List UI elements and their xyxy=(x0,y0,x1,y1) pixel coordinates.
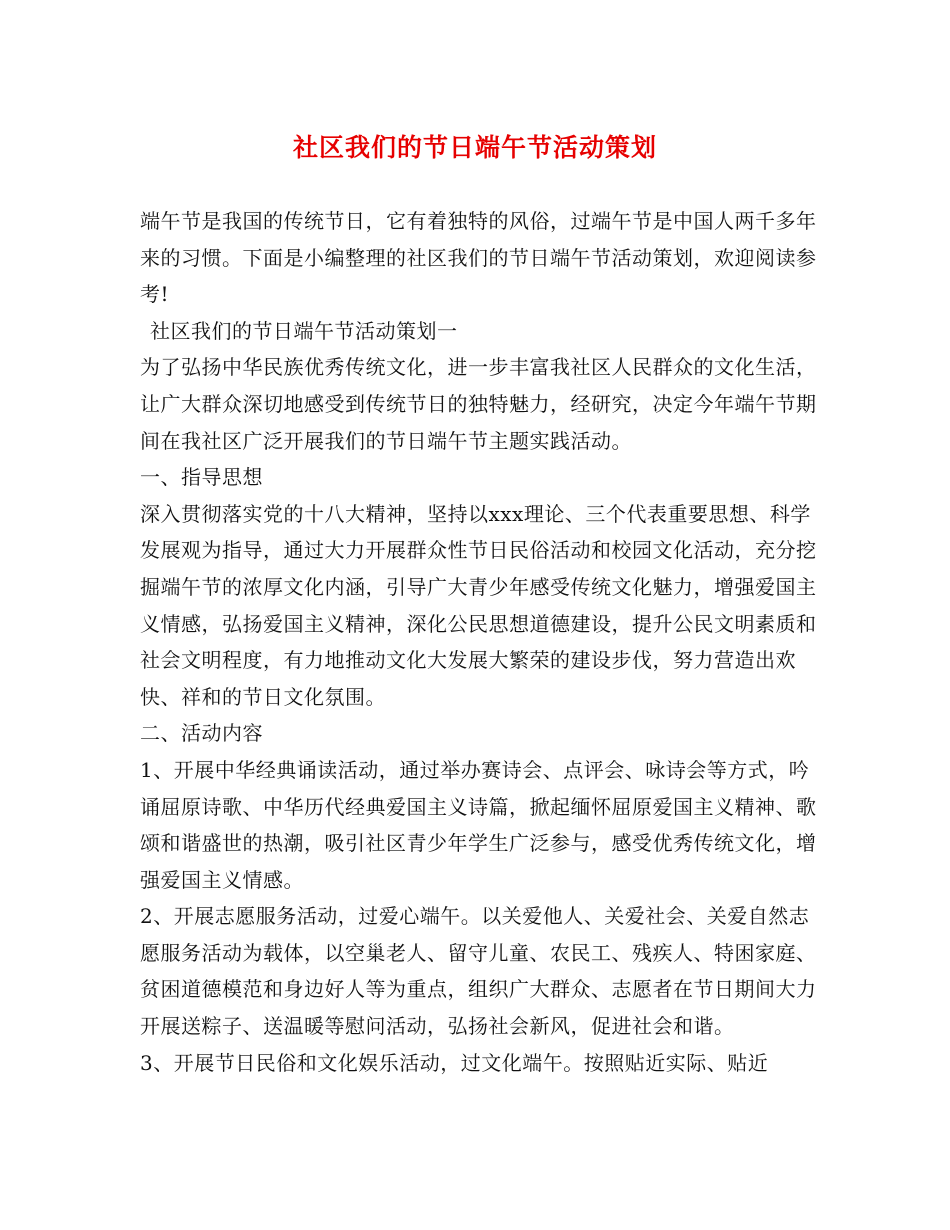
activity-item-3: 3、开展节日民俗和文化娱乐活动，过文化端午。按照贴近实际、贴近 xyxy=(140,1050,769,1075)
section-subtitle: 社区我们的节日端午节活动策划一 xyxy=(150,318,458,343)
purpose-paragraph: 为了弘扬中华民族优秀传统文化，进一步丰富我社区人民群众的文化生活，让广大群众深切地感受到传统节日的独特魅力，经研究，决定今年端午节期间在我社区广泛开展我们的节日端午节主题实践活动。 xyxy=(140,355,817,453)
document-body xyxy=(140,203,820,1081)
heading-activity-content: 二、活动内容 xyxy=(140,721,263,746)
activity-item-2: 2、开展志愿服务活动，过爱心端午。以关爱他人、关爱社会、关爱自然志愿服务活动为载体，以空巢老人、留守儿童、农民工、残疾人、特困家庭、贫困道德模范和身边好人等为重点，组织广大群众、志愿者在节日期间大力开展送粽子、送温暖等慰问活动，弘扬社会新风，促进社会和谐。 xyxy=(140,904,817,1039)
activity-item-1: 1、开展中华经典诵读活动，通过举办赛诗会、点评会、咏诗会等方式，吟诵屈原诗歌、中华历代经典爱国主义诗篇，掀起缅怀屈原爱国主义精神、歌颂和谐盛世的热潮，吸引社区青少年学生广泛参与，感受优秀传统文化，增强爱国主义情感。 xyxy=(140,757,817,892)
heading-guiding-thought: 一、指导思想 xyxy=(140,465,263,490)
document-title: 社区我们的节日端午节活动策划 xyxy=(292,133,657,162)
guiding-thought-paragraph: 深入贯彻落实党的十八大精神，坚持以xxx理论、三个代表重要思想、科学发展观为指导，通过大力开展群众性节日民俗活动和校园文化活动，充分挖掘端午节的浓厚文化内涵，引导广大青少年感受传统文化魅力，增强爱国主义情感，弘扬爱国主义精神，深化公民思想道德建设，提升公民文明素质和社会文明程度，有力地推动文化大发展大繁荣的建设步伐，努力营造出欢快、祥和的节日文化氛围。 xyxy=(140,501,817,709)
intro-paragraph: 端午节是我国的传统节日，它有着独特的风俗，过端午节是中国人两千多年来的习惯。下面是小编整理的社区我们的节日端午节活动策划，欢迎阅读参考! xyxy=(140,209,817,307)
